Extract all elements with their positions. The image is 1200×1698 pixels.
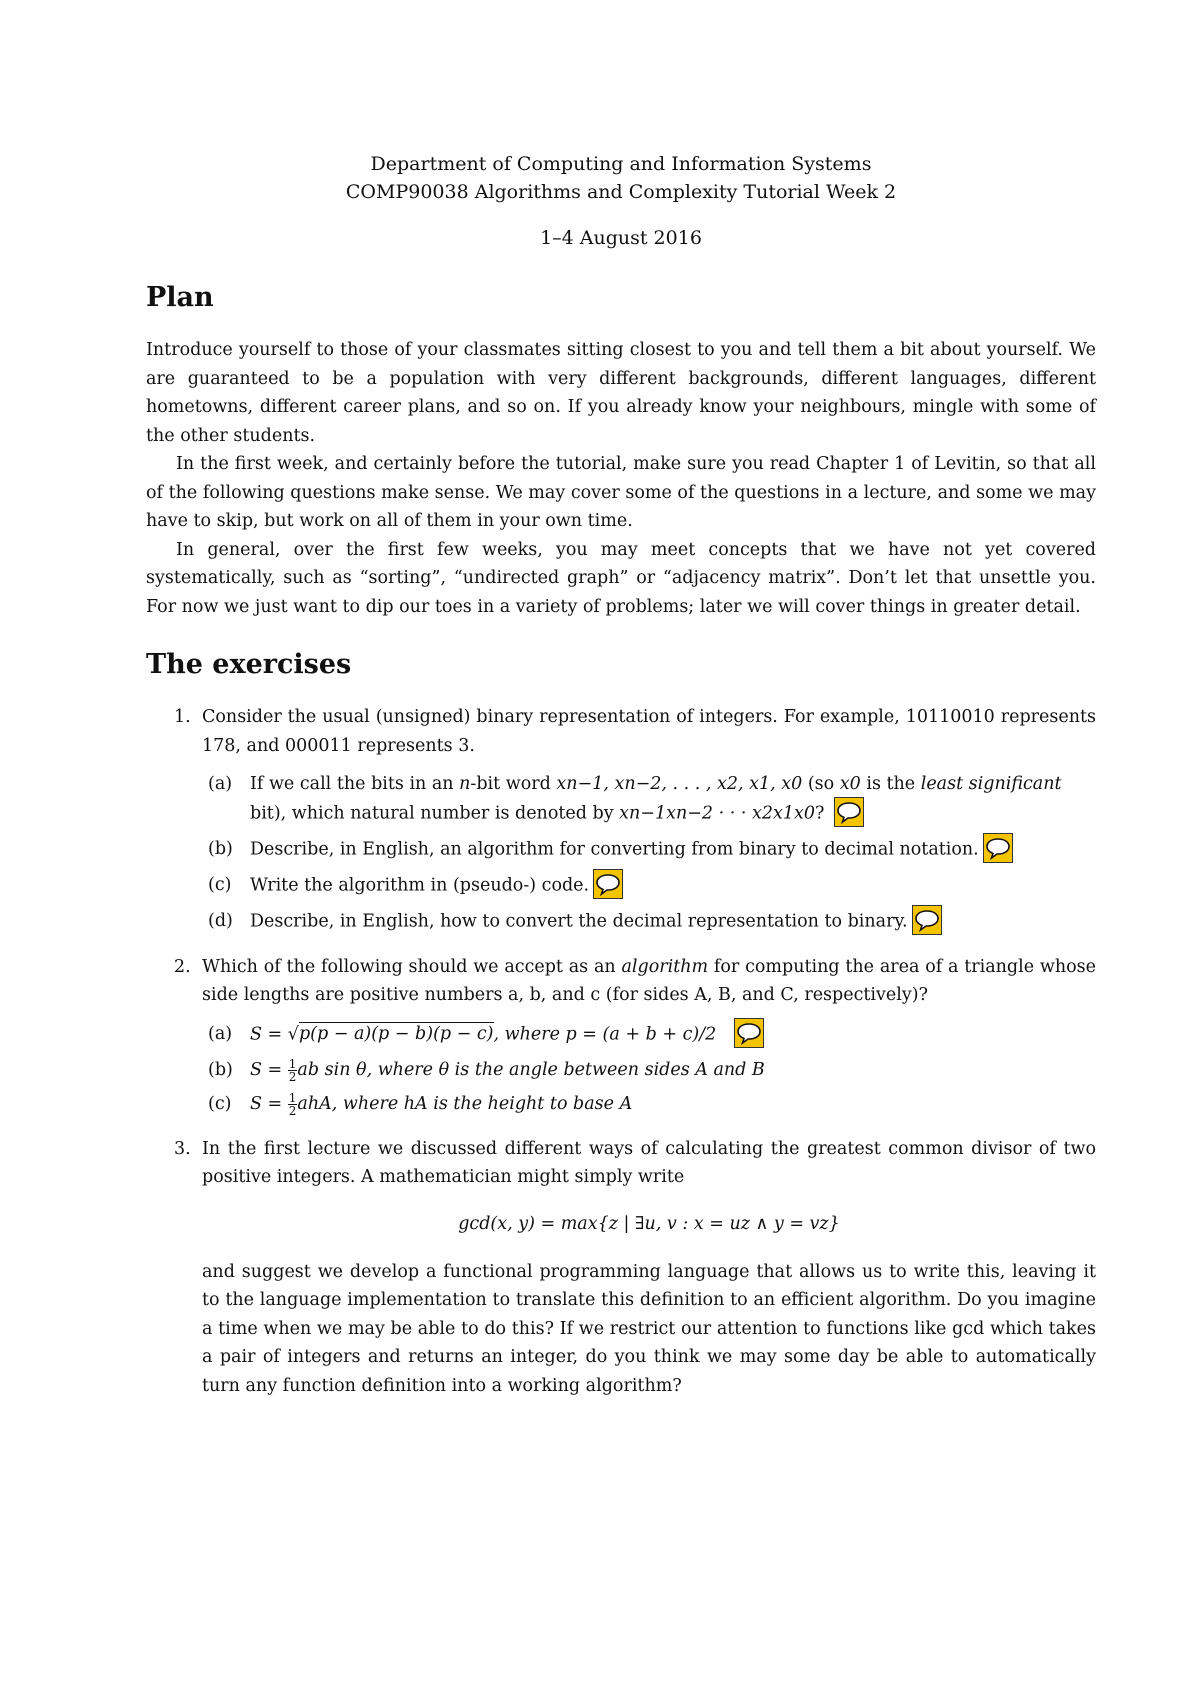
math-n: n [459,774,471,794]
exercise-1-parts [202,770,1096,937]
comment-note-icon[interactable] [734,1018,764,1048]
exercise-number: 3. [174,1138,191,1159]
comment-note-icon[interactable] [834,797,864,827]
plan-paragraph-1: Introduce yourself to those of your classmates sitting closest to you and tell them a bit about yourself. We are guaranteed to be a population with very different backgrounds, different languages, different hometowns, different career plans, and so on. If you already know your neighbours, mingle with some of the other students. [146,340,1096,446]
part-text: Describe, in English, how to convert the decimal representation to binary. [250,911,908,931]
part-label: (b) [208,1059,233,1080]
part-label: (c) [208,874,232,895]
exercise-2c [202,1090,1096,1119]
document-header [146,150,1096,252]
exercise-list [146,703,1096,1400]
part-text: is the [860,774,921,794]
part-text: (so [802,774,840,794]
math-rest: ab sin θ, where θ is the angle between sides A and B [297,1059,765,1080]
exercise-1c [202,871,1096,901]
fraction-numerator: 1 [288,1091,297,1105]
exercise-1-text: Consider the usual (unsigned) binary representation of integers. For example, 10110010 represents 178, and 000011 represents 3. [202,707,1096,756]
part-label: (c) [208,1094,232,1114]
part-text: ? [815,803,825,823]
plan-paragraph-2: In the first week, and certainly before the tutorial, make sure you read Chapter 1 of Levitin, so that all of the following questions make sense. We may cover some of the questions in a lecture, and some we may have to skip, but work on all of them in your own time. [146,454,1096,531]
part-label: (a) [208,774,233,794]
math-lhs: S = [250,1094,288,1114]
comment-note-icon[interactable] [593,869,623,899]
math-sqrt: p(p − a)(p − b)(p − c) [298,1024,494,1044]
part-label: (d) [208,910,233,931]
part-label: (b) [208,838,233,859]
plan-section [146,336,1096,621]
exercise-1b [202,835,1096,865]
part-text: Write the algorithm in (pseudo-) code. [250,875,590,895]
math-x0: x0 [839,774,861,794]
plan-heading: Plan [146,282,214,313]
exercise-2-parts [202,1020,1096,1119]
emphasis-text: algorithm [621,956,709,977]
question-text: Which of the following should we accept as an [202,956,622,977]
exercise-3-text-2: and suggest we develop a functional programming language that allows us to write this, leaving it to the language implementation to translate this definition to an efficient algorithm. Do you imagine a time when we may be able to do this? If we restrict our attention to functions like gcd which takes a pair of integers and returns an integer, do you think we may some day be able to automatically turn any function definition into a working algorithm? [202,1261,1096,1396]
exercise-3-text: In the first lecture we discussed different ways of calculating the greatest common divisor of two positive integers. A mathematician might simply write [202,1138,1096,1187]
part-text: If we call the bits in an [250,774,460,794]
question-text: for computing the area of a triangle whose side lengths are positive numbers a, b, and c (for sides A, B, and C, respectively)? [202,956,1096,1005]
course-title: COMP90038 Algorithms and Complexity Tutorial Week 2 [345,181,897,203]
plan-paragraph-3: In general, over the first few weeks, you may meet concepts that we have not yet covered systematically, such as “sorting”, “undirected graph” or “adjacency matrix”. Don’t let that unsettle you. For now we just want to dip our toes in a variety of problems; later we will cover things in greater detail. [146,539,1096,617]
fraction-half [288,1058,298,1083]
exercise-number: 1. [174,707,191,727]
fraction-denominator: 2 [288,1104,297,1118]
emphasis-text: least significant [920,774,1062,794]
math-lhs: S = [250,1024,288,1044]
gcd-formula: gcd(x, y) = max{z | ∃u, v : x = uz ∧ y = vz} [458,1213,840,1234]
document-page [146,150,1096,1416]
exercises-heading: The exercises [146,649,352,680]
comment-note-icon[interactable] [912,905,942,935]
exercise-1d [202,907,1096,937]
department-line: Department of Computing and Information Systems [370,153,872,175]
exercise-2b [202,1056,1096,1085]
exercise-1a [202,770,1096,829]
fraction-half [288,1092,298,1117]
math-rest: ahA, where hA is the height to base A [297,1094,633,1114]
exercise-2-text [202,953,1096,1010]
exercise-2 [146,953,1096,1119]
part-text: -bit word [470,774,557,794]
part-label: (a) [208,1023,233,1044]
exercise-3 [146,1135,1096,1401]
math-bits: xn−1, xn−2, . . . , x2, x1, x0 [556,774,803,794]
exercise-number: 2. [174,956,191,977]
exercise-1 [146,703,1096,937]
math-lhs: S = [250,1059,288,1080]
part-text: bit), which natural number is denoted by [250,803,620,823]
math-rest: , where p = (a + b + c)/2 [493,1024,717,1044]
tutorial-date: 1–4 August 2016 [540,227,702,249]
part-text: Describe, in English, an algorithm for converting from binary to decimal notation. [250,839,979,859]
comment-note-icon[interactable] [983,833,1013,863]
fraction-numerator: 1 [288,1056,297,1071]
fraction-denominator: 2 [288,1069,297,1084]
exercise-2a: (a) S = √p(p − a)(p − b)(p − c), where p = (a + b + c)/2 [202,1020,1096,1050]
math-expression: xn−1xn−2 · · · x2x1x0 [619,803,815,823]
